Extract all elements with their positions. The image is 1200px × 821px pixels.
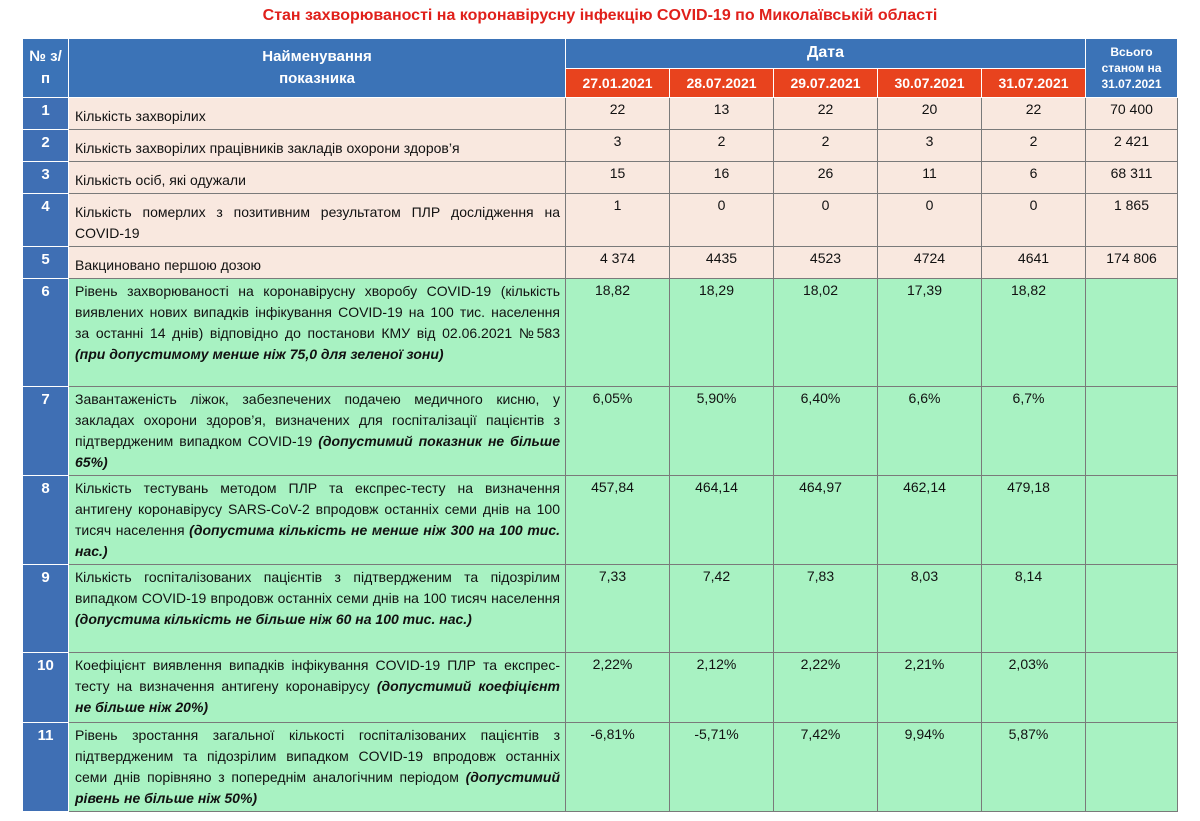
value-text: 2	[1029, 133, 1038, 149]
value-cell	[878, 387, 982, 476]
value-text: 2	[821, 133, 830, 149]
value-text: 7,33	[598, 568, 627, 584]
value-text: 11	[922, 165, 937, 181]
value-cell	[878, 98, 982, 130]
total-text: 1 865	[1113, 197, 1150, 213]
indicator-text: Рівень зростання загальної кількості госпіталізованих пацієнтів з підтвердженим та підозрілим випадком COVID-19 впродовж останніх семи днів порівняно з попереднім аналогічним періодом	[75, 727, 560, 785]
value-text: 18,82	[594, 282, 631, 298]
value-cell	[878, 162, 982, 194]
row-number: 9	[23, 565, 69, 653]
indicator-text: Кількість госпіталізованих пацієнтів з підтвердженим та підозрілим випадком COVID-19 впродовж останніх семи днів на 100 тисяч населення	[75, 569, 560, 606]
table-row	[23, 162, 1178, 194]
value-cell	[878, 476, 982, 565]
row-number: 4	[23, 194, 69, 247]
indicator-name	[69, 162, 566, 194]
indicator-name	[69, 653, 566, 723]
header-row	[23, 39, 1178, 69]
value-text: 6	[1029, 165, 1038, 181]
table-row	[23, 653, 1178, 723]
value-cell	[670, 279, 774, 387]
row-number: 10	[23, 653, 69, 723]
value-cell	[566, 194, 670, 247]
value-cell	[982, 162, 1086, 194]
total-cell	[1086, 476, 1178, 565]
value-text: 22	[609, 101, 626, 117]
header-num: № з/п	[23, 39, 69, 98]
value-text: 15	[609, 165, 626, 181]
indicator-name	[69, 247, 566, 279]
indicator-name	[69, 387, 566, 476]
total-text: 70 400	[1110, 101, 1153, 117]
value-text: 6,7%	[1012, 390, 1045, 406]
value-cell	[670, 247, 774, 279]
value-cell	[566, 98, 670, 130]
value-text: -5,71%	[694, 726, 739, 742]
table-row	[23, 247, 1178, 279]
indicator-name	[69, 194, 566, 247]
value-cell	[670, 194, 774, 247]
value-text: 18,82	[1010, 282, 1047, 298]
value-text: 22	[817, 101, 834, 117]
value-text: 5,90%	[696, 390, 737, 406]
value-text: 4724	[913, 250, 946, 266]
value-text: 8,14	[1014, 568, 1043, 584]
value-text: 464,97	[799, 479, 842, 495]
value-text: 7,83	[806, 568, 835, 584]
indicator-name	[69, 279, 566, 387]
value-cell	[670, 387, 774, 476]
value-cell	[982, 247, 1086, 279]
indicator-text: Кількість захворілих працівників закладів охорони здоров’я	[75, 140, 460, 156]
row-number: 8	[23, 476, 69, 565]
value-cell	[774, 476, 878, 565]
total-text: 2 421	[1113, 133, 1150, 149]
value-cell	[878, 130, 982, 162]
value-cell	[566, 476, 670, 565]
date-cell: 30.07.2021	[878, 68, 982, 98]
table-row	[23, 279, 1178, 387]
value-text: 0	[1029, 197, 1038, 213]
table-row	[23, 194, 1178, 247]
value-cell	[670, 723, 774, 812]
value-text: 1	[613, 197, 622, 213]
indicator-threshold-note: (допустимий коефіцієнт не більше ніж 20%)	[75, 678, 560, 715]
value-cell	[566, 565, 670, 653]
date-cell: 28.07.2021	[670, 68, 774, 98]
indicator-text: Завантаженість ліжок, забезпечених подачею медичного кисню, у закладах охорони здоров’я, визначених для госпіталізації пацієнтів з підтвердженим випадком COVID-19	[75, 391, 560, 449]
value-cell	[670, 653, 774, 723]
value-cell	[878, 247, 982, 279]
row-number: 11	[23, 723, 69, 812]
total-cell	[1086, 565, 1178, 653]
value-text: 26	[817, 165, 834, 181]
value-text: 13	[713, 101, 730, 117]
indicator-threshold-note: (допустима кількість не менше ніж 300 на 100 тис. нас.)	[75, 522, 560, 559]
indicator-threshold-note: (допустимий показник не більше 65%)	[75, 433, 560, 470]
total-cell	[1086, 194, 1178, 247]
value-cell	[982, 279, 1086, 387]
value-cell	[566, 723, 670, 812]
value-text: 2	[717, 133, 726, 149]
table-row	[23, 565, 1178, 653]
value-cell	[670, 130, 774, 162]
total-text: 174 806	[1106, 250, 1157, 266]
value-text: 2,12%	[696, 656, 737, 672]
value-text: 20	[921, 101, 938, 117]
row-number: 1	[23, 98, 69, 130]
value-cell	[774, 247, 878, 279]
value-cell	[878, 194, 982, 247]
value-cell	[982, 387, 1086, 476]
row-number: 3	[23, 162, 69, 194]
value-text: 464,14	[695, 479, 738, 495]
value-text: 2,22%	[800, 656, 841, 672]
value-text: 7,42%	[800, 726, 841, 742]
value-cell	[982, 653, 1086, 723]
value-text: 6,05%	[592, 390, 633, 406]
total-cell	[1086, 98, 1178, 130]
value-cell	[982, 130, 1086, 162]
value-cell	[774, 565, 878, 653]
value-text: 4 374	[599, 250, 636, 266]
indicator-name	[69, 565, 566, 653]
indicator-name	[69, 98, 566, 130]
indicator-text: Кількість осіб, які одужали	[75, 172, 246, 188]
value-text: 0	[925, 197, 934, 213]
indicator-text: Рівень захворюваності на коронавірусну хворобу COVID-19 (кількість виявлених нових випадків інфікування COVID-19 на 100 тис. населення за останні 14 днів) відповідно до постанови КМУ від 02.06.2021 №583	[75, 283, 560, 341]
indicator-name	[69, 476, 566, 565]
indicator-name	[69, 130, 566, 162]
value-text: 17,39	[906, 282, 943, 298]
value-text: 457,84	[591, 479, 634, 495]
total-cell	[1086, 130, 1178, 162]
value-cell	[566, 162, 670, 194]
row-number: 6	[23, 279, 69, 387]
value-text: 4641	[1017, 250, 1050, 266]
indicator-threshold-note: (допустимий рівень не більше ніж 50%)	[75, 769, 561, 806]
indicator-threshold-note: (при допустимому менше ніж 75,0 для зеленої зони)	[75, 346, 444, 362]
value-text: 3	[925, 133, 934, 149]
value-text: 8,03	[910, 568, 939, 584]
table-row	[23, 476, 1178, 565]
value-text: 9,94%	[904, 726, 945, 742]
indicator-text: Вакциновано першою дозою	[75, 257, 261, 273]
value-cell	[774, 194, 878, 247]
value-text: 18,02	[802, 282, 839, 298]
value-text: 479,18	[1007, 479, 1050, 495]
value-text: 4523	[809, 250, 842, 266]
value-cell	[774, 130, 878, 162]
value-text: 6,40%	[800, 390, 841, 406]
total-cell	[1086, 653, 1178, 723]
value-text: 4435	[705, 250, 738, 266]
table-row	[23, 387, 1178, 476]
value-cell	[774, 98, 878, 130]
value-text: 2,21%	[904, 656, 945, 672]
date-cell: 29.07.2021	[774, 68, 878, 98]
indicator-text: Кількість захворілих	[75, 108, 206, 124]
indicator-text: Кількість тестувань методом ПЛР та експрес-тесту на визначення антигену коронавірусу SARS-CoV-2 впродовж останніх семи днів на 100 тисяч населення	[75, 480, 560, 538]
header-total: Всього станом на 31.07.2021	[1086, 39, 1178, 98]
table-row	[23, 723, 1178, 812]
indicator-name	[69, 723, 566, 812]
value-cell	[566, 247, 670, 279]
value-cell	[982, 98, 1086, 130]
value-text: 3	[613, 133, 622, 149]
value-cell	[774, 653, 878, 723]
value-text: -6,81%	[590, 726, 635, 742]
value-cell	[982, 194, 1086, 247]
date-cell: 27.01.2021	[566, 68, 670, 98]
value-cell	[878, 723, 982, 812]
value-text: 16	[713, 165, 730, 181]
header-name: Найменування показника	[69, 39, 566, 98]
header-date: Дата	[566, 39, 1086, 69]
total-text: 68 311	[1110, 165, 1153, 181]
value-cell	[670, 162, 774, 194]
table-row	[23, 130, 1178, 162]
value-cell	[566, 653, 670, 723]
value-text: 6,6%	[908, 390, 941, 406]
row-number: 2	[23, 130, 69, 162]
value-cell	[878, 565, 982, 653]
value-text: 0	[717, 197, 726, 213]
value-cell	[878, 653, 982, 723]
value-cell	[670, 565, 774, 653]
total-cell	[1086, 162, 1178, 194]
value-text: 2,22%	[592, 656, 633, 672]
value-cell	[566, 130, 670, 162]
total-cell	[1086, 247, 1178, 279]
value-cell	[982, 723, 1086, 812]
value-text: 462,14	[903, 479, 946, 495]
total-cell	[1086, 279, 1178, 387]
indicator-text: Коефіцієнт виявлення випадків інфікування COVID-19 ПЛР та експрес-тесту на визначення антигену коронавірусу	[75, 657, 560, 694]
value-cell	[566, 279, 670, 387]
value-cell	[774, 279, 878, 387]
table-row	[23, 98, 1178, 130]
value-cell	[670, 98, 774, 130]
covid-stats-table	[22, 38, 1178, 812]
value-cell	[670, 476, 774, 565]
total-cell	[1086, 723, 1178, 812]
value-text: 0	[821, 197, 830, 213]
total-cell	[1086, 387, 1178, 476]
indicator-threshold-note: (допустима кількість не більше ніж 60 на 100 тис. нас.)	[75, 611, 472, 627]
value-cell	[982, 476, 1086, 565]
value-cell	[774, 723, 878, 812]
value-text: 22	[1025, 101, 1042, 117]
row-number: 5	[23, 247, 69, 279]
value-text: 18,29	[698, 282, 735, 298]
value-cell	[774, 387, 878, 476]
row-number: 7	[23, 387, 69, 476]
indicator-text: Кількість померлих з позитивним результатом ПЛР дослідження на COVID-19	[75, 204, 560, 241]
value-text: 5,87%	[1008, 726, 1049, 742]
value-cell	[566, 387, 670, 476]
date-cell: 31.07.2021	[982, 68, 1086, 98]
value-cell	[774, 162, 878, 194]
value-cell	[878, 279, 982, 387]
value-cell	[982, 565, 1086, 653]
value-text: 2,03%	[1008, 656, 1049, 672]
value-text: 7,42	[702, 568, 731, 584]
page-title: Стан захворюваності на коронавірусну інфекцію COVID-19 по Миколаївській області	[262, 7, 938, 24]
